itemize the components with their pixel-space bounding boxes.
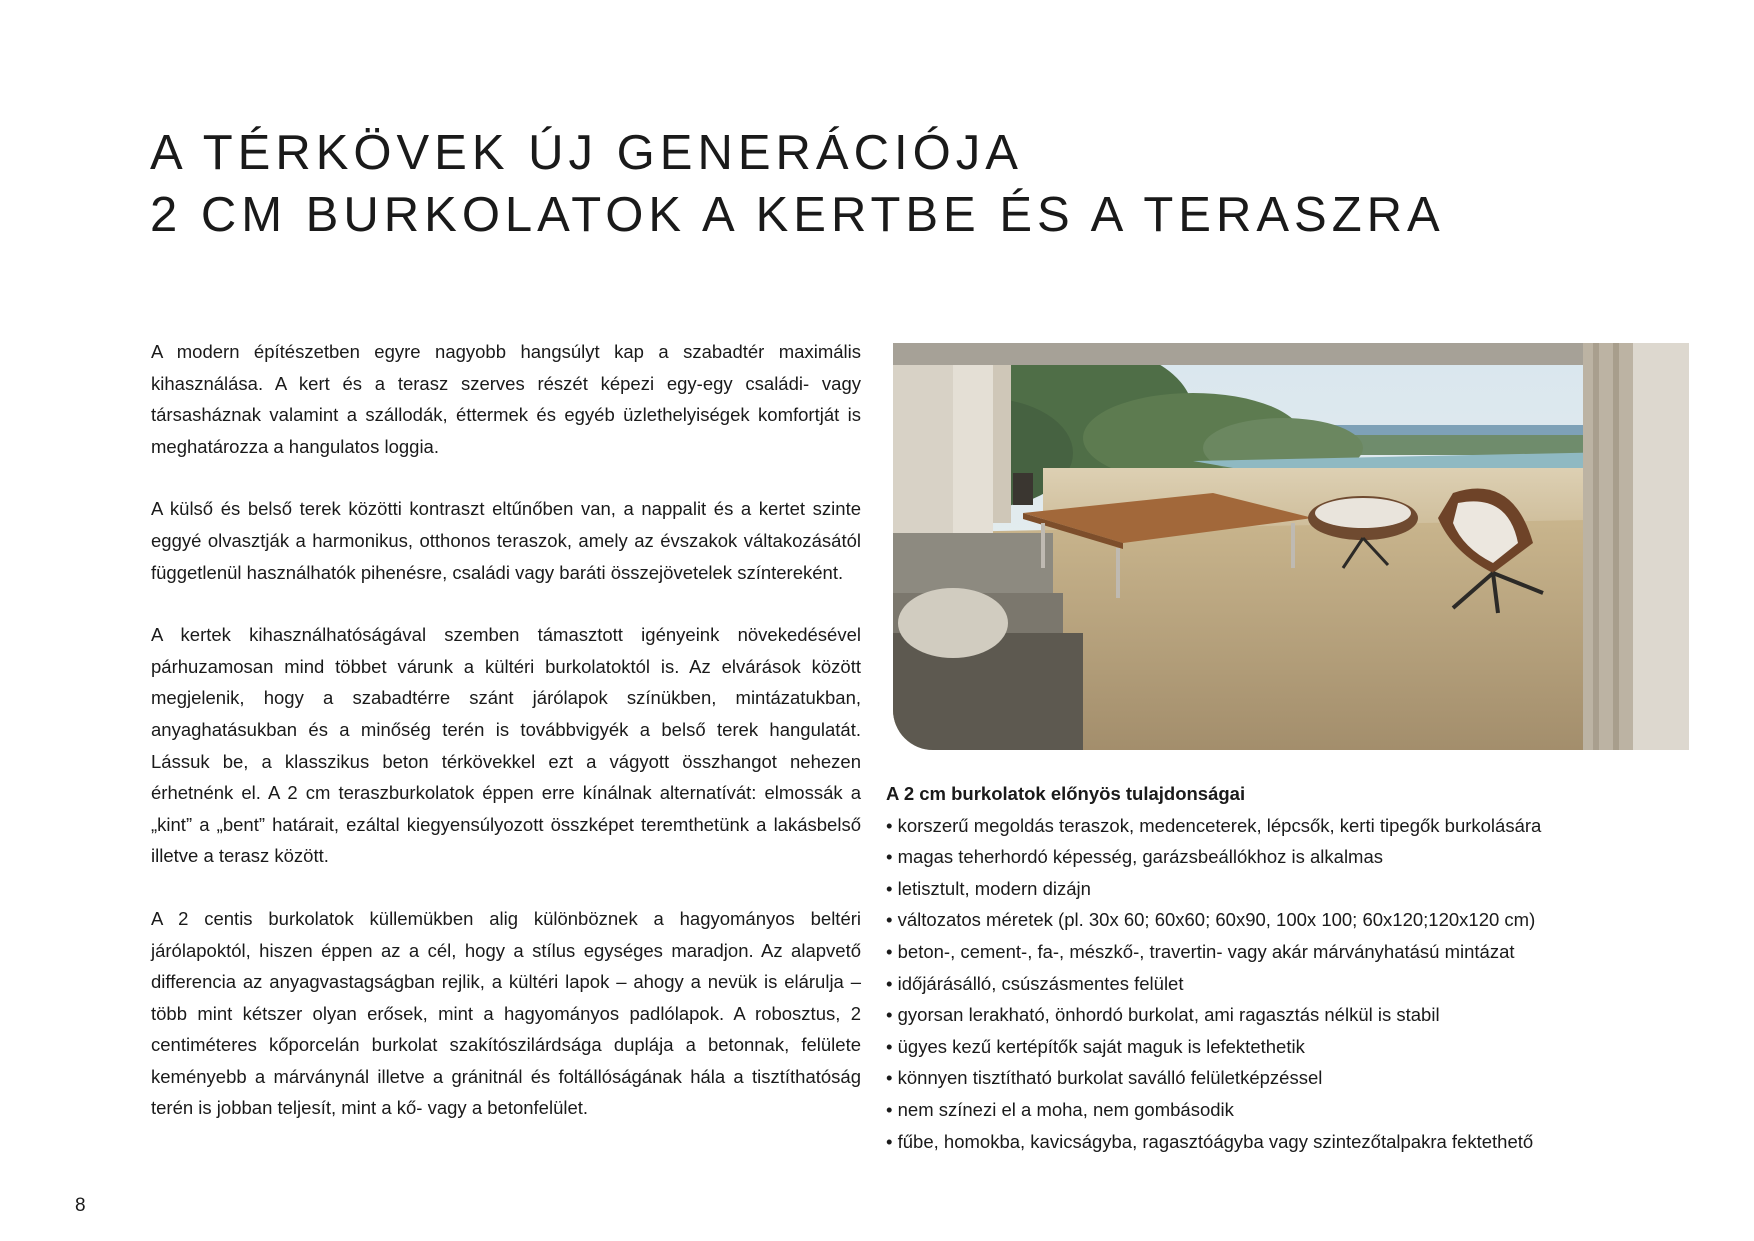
terrace-photo-illustration (893, 343, 1689, 750)
body-paragraph: A modern építészetben egyre nagyobb hangsúlyt kap a szabadtér maximális kihasználása. A kert és a terasz szerves részét képezi egy-egy családi- vagy társasháznak valamint a szállodák, éttermek és egyéb üzlethelyiségek komfortját is meghatározza a hangulatos loggia. (151, 341, 861, 457)
features-heading: A 2 cm burkolatok előnyös tulajdonságai (886, 783, 1246, 804)
list-item: • magas teherhordó képesség, garázsbeállókhoz is alkalmas (886, 841, 1706, 873)
list-item: • korszerű megoldás teraszok, medenceterek, lépcsők, kerti tipegők burkolására (886, 810, 1706, 842)
features-list (886, 810, 1706, 1158)
list-item: • változatos méretek (pl. 30x 60; 60x60; 60x90, 100x 100; 60x120;120x120 cm) (886, 904, 1706, 936)
body-text-column (151, 336, 861, 1155)
terrace-photo (893, 343, 1689, 750)
body-paragraph: A külső és belső terek közötti kontraszt eltűnőben van, a nappalit és a kertet szinte eggyé olvasztják a harmonikus, otthonos teraszok, amely az évszakok váltakozásától függetlenül használhatók pihenésre, családi vagy baráti összejövetelek színtereként. (151, 498, 861, 583)
body-paragraph: A 2 centis burkolatok küllemükben alig különböznek a hagyományos beltéri járólapoktól, hiszen éppen az a cél, hogy a stílus egységes maradjon. Az alapvető differencia az anyagvastagságban rejlik, a kültéri lapok – ahogy a nevük is elárulja – több mint kétszer olyan erősek, mint a hagyományos padlólapok. A robosztus, 2 centiméteres kőporcelán burkolat szakítószilárdsága duplája a betonnak, felülete keményebb a márványnál illetve a gránitnál és foltállóságának hála a tisztíthatóság terén is jobban teljesít, mint a kő- vagy a betonfelület. (151, 907, 861, 1119)
page-title (150, 122, 1650, 246)
list-item: • gyorsan lerakható, önhordó burkolat, ami ragasztás nélkül is stabil (886, 999, 1706, 1031)
list-item: • letisztult, modern dizájn (886, 873, 1706, 905)
features-section (886, 778, 1706, 1157)
body-paragraph: A kertek kihasználhatóságával szemben támasztott igényeink növekedésével párhuzamosan mind többet várunk a kültéri burkolatoktól is. Az elvárások között megjelenik, hogy a szabadtérre szánt járólapok színükben, mintázatukban, anyaghatásukban és a minőség terén is továbbvigyék a belső terek hangulatát. Lássuk be, a klasszikus beton térkövekkel ezt a vágyott összhangot nehezen érhetnénk el. A 2 cm teraszburkolatok éppen erre kínálnak alternatívát: elmossák a „kint” a „bent” határait, ezáltal kiegyensúlyozott összképet teremthetünk a lakásbelső illetve a terasz között. (151, 624, 861, 867)
list-item: • könnyen tisztítható burkolat saválló felületképzéssel (886, 1062, 1706, 1094)
list-item: • ügyes kezű kertépítők saját maguk is lefektethetik (886, 1031, 1706, 1063)
page-number: 8 (75, 1195, 86, 1216)
title-line-1: A TÉRKÖVEK ÚJ GENERÁCIÓJA (150, 126, 1023, 180)
list-item: • időjárásálló, csúszásmentes felület (886, 968, 1706, 1000)
list-item: • fűbe, homokba, kavicságyba, ragasztóágyba vagy szintezőtalpakra fektethető (886, 1126, 1706, 1158)
list-item: • nem színezi el a moha, nem gombásodik (886, 1094, 1706, 1126)
title-line-2: 2 CM BURKOLATOK A KERTBE ÉS A TERASZRA (150, 188, 1445, 242)
list-item: • beton-, cement-, fa-, mészkő-, travertin- vagy akár márványhatású mintázat (886, 936, 1706, 968)
